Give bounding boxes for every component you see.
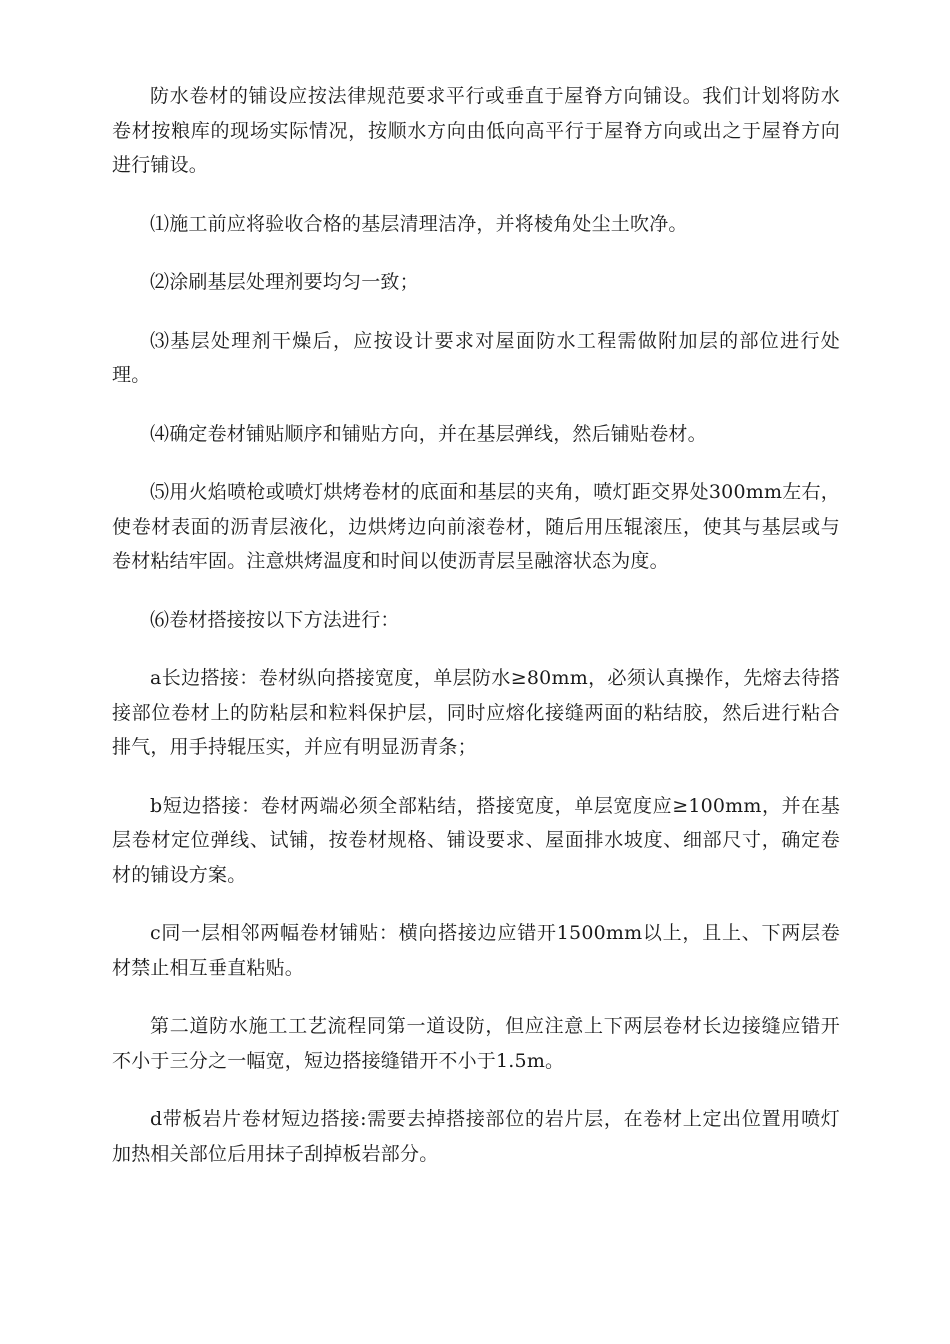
paragraph-adjacent-rolls: c同一层相邻两幅卷材铺贴：横向搭接边应错开1500mm以上，且上、下两层卷材禁止相互垂直粘贴。 bbox=[112, 922, 840, 979]
paragraph-second-layer: 第二道防水施工工艺流程同第一道设防，但应注意上下两层卷材长边接缝应错开不小于三分之一幅宽，短边搭接缝错开不小于1.5m。 bbox=[112, 1015, 840, 1072]
paragraph-long-edge-lap: a长边搭接：卷材纵向搭接宽度，单层防水≥80mm，必须认真操作，先熔去待搭接部位卷材上的防粘层和粒料保护层，同时应熔化接缝两面的粘结胶，然后进行粘合排气，用手持辊压实，并应有明显沥青条； bbox=[112, 667, 840, 758]
document-body bbox=[112, 79, 840, 1195]
paragraph-step-4: ⑷确定卷材铺贴顺序和铺贴方向，并在基层弹线，然后铺贴卷材。 bbox=[150, 422, 707, 445]
paragraph-step-2: ⑵涂刷基层处理剂要均匀一致； bbox=[150, 271, 419, 293]
paragraph-step-5: ⑸用火焰喷枪或喷灯烘烤卷材的底面和基层的夹角，喷灯距交界处300mm左右，使卷材表面的沥青层液化，边烘烤边向前滚卷材，随后用压辊滚压，使其与基层或与卷材粘结牢固。注意烘烤温度和时间以使沥青层呈融溶状态为度。 bbox=[112, 481, 840, 572]
paragraph-short-edge-lap: b短边搭接：卷材两端必须全部粘结，搭接宽度，单层宽度应≥100mm，并在基层卷材定位弹线、试铺，按卷材规格、铺设要求、屋面排水坡度、细部尺寸，确定卷材的铺设方案。 bbox=[112, 794, 840, 886]
paragraph-step-1: ⑴施工前应将验收合格的基层清理洁净，并将棱角处尘土吹净。 bbox=[150, 212, 688, 235]
paragraph-step-3: ⑶基层处理剂干燥后，应按设计要求对屋面防水工程需做附加层的部位进行处理。 bbox=[112, 329, 840, 386]
paragraph-intro: 防水卷材的铺设应按法律规范要求平行或垂直于屋脊方向铺设。我们计划将防水卷材按粮库的现场实际情况，按顺水方向由低向高平行于屋脊方向或出之于屋脊方向进行铺设。 bbox=[112, 85, 840, 176]
paragraph-slate-lap: d带板岩片卷材短边搭接:需要去掉搭接部位的岩片层，在卷材上定出位置用喷灯加热相关部位后用抹子刮掉板岩部分。 bbox=[112, 1108, 840, 1165]
paragraph-step-6: ⑹卷材搭接按以下方法进行： bbox=[150, 608, 400, 631]
